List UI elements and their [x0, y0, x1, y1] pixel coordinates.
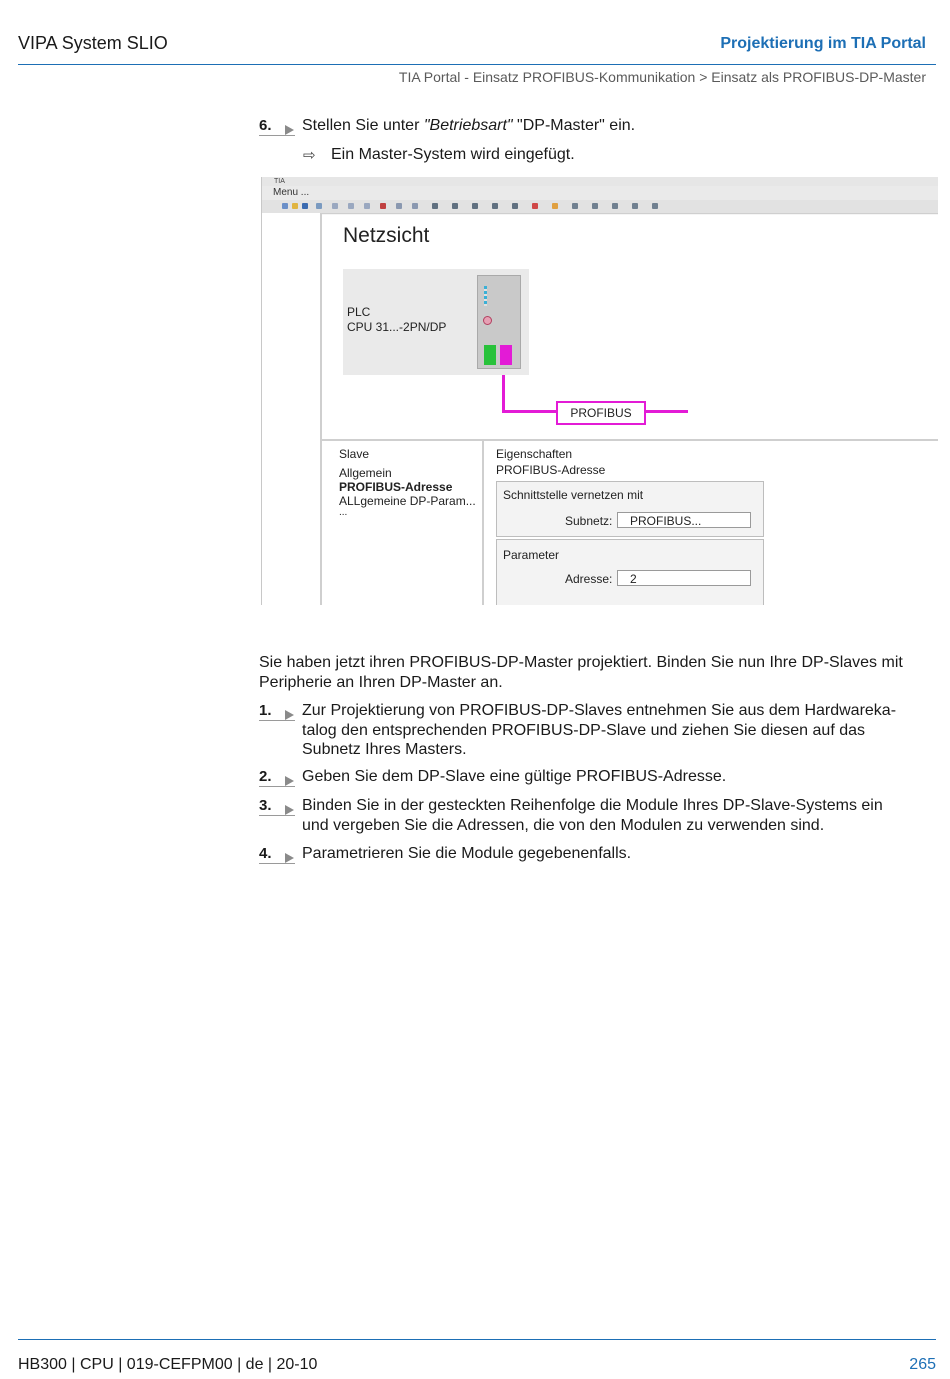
offline-icon[interactable] [512, 203, 518, 209]
profibus-line [502, 375, 505, 413]
network-view [322, 215, 938, 441]
step-line: und vergeben Sie die Adressen, die von den Modulen zu verwenden sind. [302, 816, 825, 834]
step-arrow-icon [285, 710, 294, 720]
toolbar-icon[interactable] [632, 203, 638, 209]
plc-name: PLC [347, 305, 371, 319]
plc-device[interactable] [343, 269, 529, 375]
step-arrow-icon [285, 805, 294, 815]
slave-pane-title: Slave [339, 447, 370, 461]
menu-bar [262, 186, 938, 200]
upload-icon[interactable] [472, 203, 478, 209]
step-text [302, 767, 726, 787]
menu-item[interactable]: Menu ... [273, 187, 310, 198]
page-number: 265 [909, 1356, 936, 1373]
netview-title: Netzsicht [343, 224, 430, 247]
address-label: Adresse: [565, 572, 613, 586]
step-text [302, 701, 896, 760]
step-line: talog den entsprechenden PROFIBUS-DP-Slave und ziehen Sie diesen auf das [302, 721, 866, 739]
profibus-subnet-label[interactable]: PROFIBUS [556, 401, 646, 425]
group-title: Schnittstelle vernetzen mit [503, 488, 644, 502]
step-arrow-icon [285, 776, 294, 786]
print-icon[interactable] [316, 203, 322, 209]
cpu-module[interactable] [477, 275, 521, 369]
toolbar-icon[interactable] [612, 203, 618, 209]
led-strip-icon [484, 286, 487, 306]
diagnostics-icon[interactable] [532, 203, 538, 209]
toolbar-icon[interactable] [572, 203, 578, 209]
step-text-italic: "Betriebsart" [423, 117, 513, 134]
subnet-field[interactable]: PROFIBUS... [617, 512, 751, 528]
props-title: Eigenschaften [496, 447, 573, 461]
subnet-label: Subnetz: [565, 514, 613, 528]
project-tree-pane [262, 213, 322, 605]
step-line: Binden Sie in der gesteckten Reihenfolge die Module Ihres DP-Slave-Systems ein [302, 797, 883, 814]
step-number: 6. [259, 118, 295, 136]
toolbar-icon[interactable] [652, 203, 658, 209]
copy-icon[interactable] [348, 203, 354, 209]
online-icon[interactable] [492, 203, 498, 209]
ethernet-port-icon[interactable] [484, 345, 496, 365]
properties-pane [484, 441, 938, 605]
result-text: Ein Master-System wird eingefügt. [331, 146, 575, 163]
step-line: Parametrieren Sie die Module gegebenenfalls. [302, 845, 632, 862]
step-number: 1. [259, 703, 295, 721]
compile-icon[interactable] [432, 203, 438, 209]
undo-icon[interactable] [396, 203, 402, 209]
window-title: TIA [262, 177, 938, 186]
slave-pane [322, 441, 484, 605]
profibus-port-icon[interactable] [500, 345, 512, 365]
step-text-part: "DP-Master" ein. [512, 117, 636, 134]
chapter-title: Projektierung im TIA Portal [720, 35, 926, 52]
header-divider [18, 64, 936, 65]
step-number: 2. [259, 769, 295, 787]
save-icon[interactable] [302, 203, 308, 209]
step-number: 3. [259, 798, 295, 816]
step-arrow-icon [285, 853, 294, 863]
slave-nav-item[interactable]: Allgemein [339, 466, 392, 480]
new-icon[interactable] [282, 203, 288, 209]
parameter-group [496, 539, 764, 605]
product-title: VIPA System SLIO [18, 33, 168, 53]
step-text [302, 116, 635, 136]
open-icon[interactable] [292, 203, 298, 209]
settings-icon[interactable] [552, 203, 558, 209]
slave-nav-item-selected[interactable]: PROFIBUS-Adresse [339, 480, 453, 494]
tia-screenshot [261, 177, 938, 605]
step-line: Subnetz Ihres Masters. [302, 741, 467, 758]
props-subtitle: PROFIBUS-Adresse [496, 463, 606, 477]
delete-icon[interactable] [380, 203, 386, 209]
step-text [302, 796, 883, 835]
step-arrow-icon [285, 125, 294, 135]
arrow-right-outline-icon: ⇨ [303, 147, 316, 164]
document-info: HB300 | CPU | 019-CEFPM00 | de | 20-10 [18, 1356, 318, 1373]
step-number: 4. [259, 846, 295, 864]
download-icon[interactable] [452, 203, 458, 209]
status-led-icon [483, 316, 492, 325]
breadcrumb: TIA Portal - Einsatz PROFIBUS-Kommunikation > Einsatz als PROFIBUS-DP-Master [398, 69, 926, 85]
step-line: Zur Projektierung von PROFIBUS-DP-Slaves entnehmen Sie aus dem Hardwareka- [302, 702, 897, 719]
step-text-part: Stellen Sie unter [302, 117, 424, 134]
plc-label [347, 305, 446, 335]
cut-icon[interactable] [332, 203, 338, 209]
paste-icon[interactable] [364, 203, 370, 209]
slave-nav-item[interactable]: ALLgemeine DP-Param... [339, 494, 476, 508]
address-field[interactable]: 2 [617, 570, 751, 586]
group-title: Parameter [503, 548, 560, 562]
redo-icon[interactable] [412, 203, 418, 209]
toolbar [262, 200, 938, 214]
slave-nav-item[interactable]: ... [339, 507, 348, 518]
step-line: Geben Sie dem DP-Slave eine gültige PROFIBUS-Adresse. [302, 768, 727, 785]
body-paragraph: Sie haben jetzt ihren PROFIBUS-DP-Master projektiert. Binden Sie nun Ihre DP-Slaves mit Peripherie an Ihren DP-Master an. [259, 654, 903, 691]
interface-group [496, 481, 764, 537]
footer-divider [18, 1339, 936, 1340]
step-text [302, 844, 631, 864]
plc-type: CPU 31...-2PN/DP [347, 320, 447, 334]
toolbar-icon[interactable] [592, 203, 598, 209]
